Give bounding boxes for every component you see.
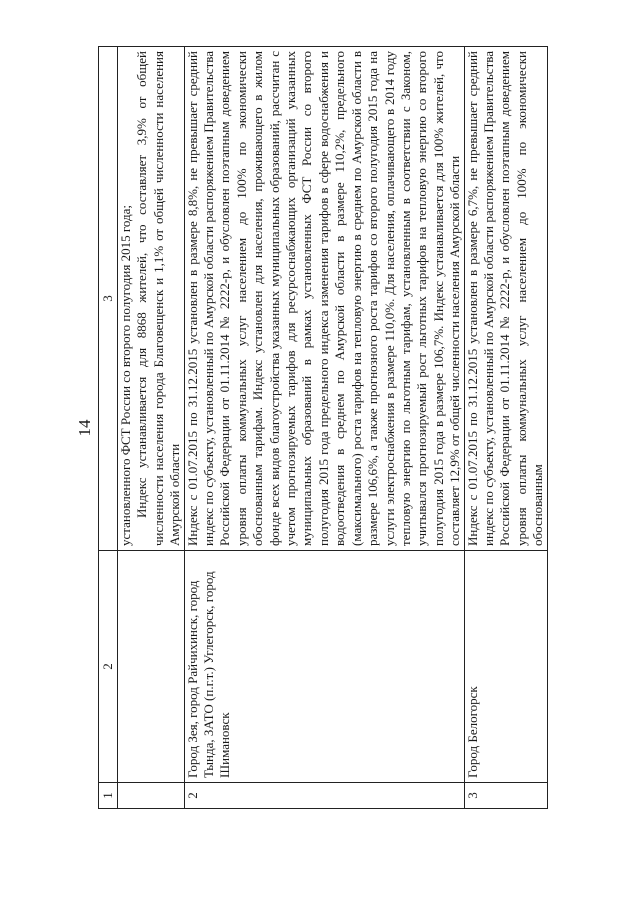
table-header-row (99, 47, 118, 809)
table-row (464, 47, 547, 809)
municipality-cell (118, 551, 185, 783)
header-col-2: 2 (99, 551, 118, 783)
rotated-content (72, 47, 600, 809)
tariff-index-table (98, 46, 548, 809)
row-number-cell: 2 (184, 783, 464, 809)
row-number-cell (118, 783, 185, 809)
page-number: 14 (75, 419, 94, 437)
header-col-3: 3 (99, 47, 118, 551)
header-col-1: 1 (99, 783, 118, 809)
municipality-cell: Город Белогорск (464, 551, 547, 783)
table-row-continuation (118, 47, 185, 809)
description-cell: Индекс с 01.07.2015 по 31.12.2015 установлен в размере 6,7%, не превышает средний индекс по субъекту, установленный по Амурской области распоряжением Правительства Российской Федерации от 01.11.2014 № 2222-р, и обусловлен поэтапным доведением уровня оплаты коммунальных услуг населением до 100% по экономически обоснованным (464, 47, 547, 551)
continuation-line-1: установленного ФСТ России со второго полугодия 2015 года; (118, 205, 133, 546)
description-cell: Индекс с 01.07.2015 по 31.12.2015 установлен в размере 8,8%, не превышает средний индекс по субъекту, установленный по Амурской области распоряжением Правительства Российской Федерации от 01.11.2014 № 2222-р, и обусловлен поэтапным доведением уровня оплаты коммунальных услуг населением до 100% по экономически обоснованным тарифам. Индекс установлен для населения, проживающего в жилом фонде всех видов благоустройства указанных муниципальных образований, рассчитан с учетом прогнозируемых тарифов для ресурсоснабжающих организаций указанных муниципальных образований в рамках установленных ФСТ России со второго полугодия 2015 года предельного индекса изменения тарифов в сфере водоснабжения и водоотведения в среднем по Амурской области в размере 110,2%, предельного (максимального) роста тарифов на тепловую энергию в среднем по Амурской области в размере 106,6%, а также прогнозного роста тарифов со второго полугодия 2015 года на услуги электроснабжения в размере 110,0%. Для населения, оплачивающего в 2014 году тепловую энергию по льготным тарифам, установленным в соответствии с Законом, учитывался прогнозируемый рост льготных тарифов на тепловую энергию со второго полугодия 2015 года в размере 106,7%. Индекс устанавливается для 100% жителей, что составляет 12,9% от общей численности населения Амурской области (184, 47, 464, 551)
row-number-cell: 3 (464, 783, 547, 809)
description-cell (118, 47, 185, 551)
municipality-cell: Город Зея, город Райчихинск, город Тында, ЗАТО (п.г.т.) Углегорск, город Шимановск (184, 551, 464, 783)
table-row (184, 47, 464, 809)
continuation-line-2: Индекс устанавливается для 8868 жителей, что составляет 3,9% от общей численности населения города Благовещенск и 1,1% от общей численности населения Амурской области (134, 51, 183, 546)
